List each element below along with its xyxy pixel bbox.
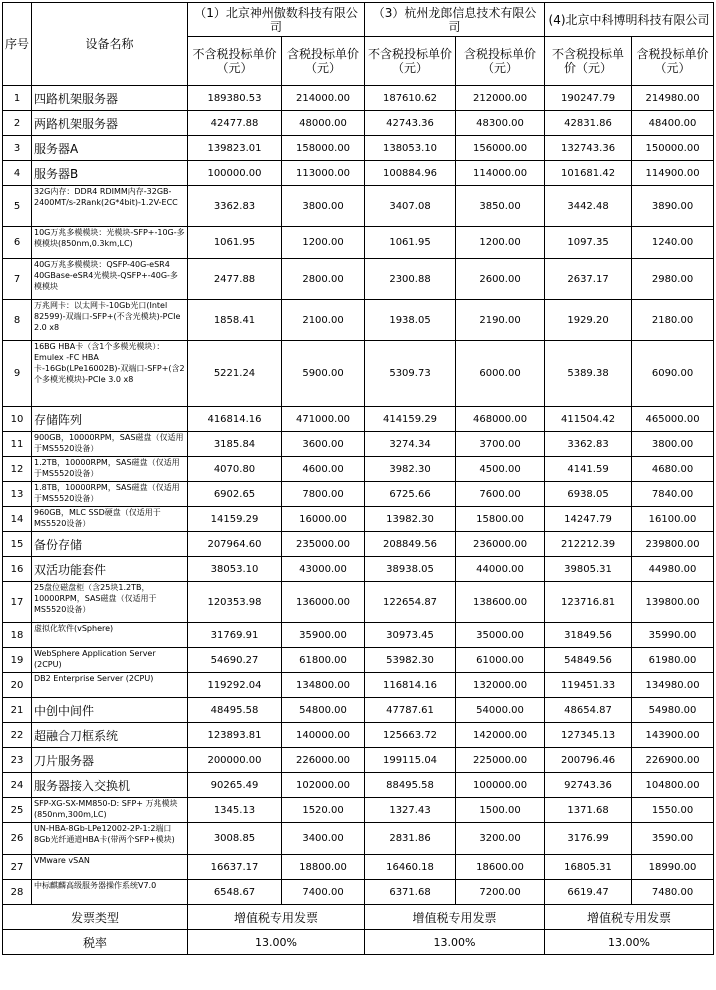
price-incl-tax: 465000.00	[632, 407, 714, 432]
price-incl-tax: 226000.00	[282, 748, 365, 773]
price-incl-tax: 16000.00	[282, 507, 365, 532]
price-incl-tax: 2100.00	[282, 300, 365, 341]
item-name: 40G万兆多模模块：QSFP-40G-eSR4 40GBase-eSR4光模块-QSFP+-40G-多模模块	[32, 259, 188, 300]
item-name: 32G内存：DDR4 RDIMM内存-32GB-2400MT/s-2Rank(2G*4bit)-1.2V-ECC	[32, 186, 188, 227]
row-index: 13	[3, 482, 32, 507]
price-excl-tax: 16805.31	[545, 855, 632, 880]
price-incl-tax: 150000.00	[632, 136, 714, 161]
item-name: 中创中间件	[32, 698, 188, 723]
price-excl-tax: 3176.99	[545, 823, 632, 855]
table-row	[3, 532, 714, 557]
price-incl-tax: 7480.00	[632, 880, 714, 905]
invoice-type-value: 增值税专用发票	[188, 905, 365, 930]
item-name: 10G万兆多模模块：光模块-SFP+-10G-多模模块(850nm,0.3km,LC)	[32, 227, 188, 259]
row-index: 9	[3, 341, 32, 407]
item-name: 刀片服务器	[32, 748, 188, 773]
price-incl-tax: 3800.00	[632, 432, 714, 457]
table-row	[3, 507, 714, 532]
price-excl-tax: 6619.47	[545, 880, 632, 905]
price-incl-tax: 43000.00	[282, 557, 365, 582]
row-index: 20	[3, 673, 32, 698]
table-row	[3, 773, 714, 798]
price-incl-tax: 35900.00	[282, 623, 365, 648]
price-incl-tax: 15800.00	[456, 507, 545, 532]
price-incl-tax: 44980.00	[632, 557, 714, 582]
company-1-header: （1）北京神州傲数科技有限公司	[188, 3, 365, 37]
price-excl-tax: 132743.36	[545, 136, 632, 161]
price-excl-tax: 54690.27	[188, 648, 282, 673]
price-excl-tax: 42743.36	[365, 111, 456, 136]
price-incl-tax: 2600.00	[456, 259, 545, 300]
table-row	[3, 111, 714, 136]
price-excl-tax: 101681.42	[545, 161, 632, 186]
row-index: 1	[3, 86, 32, 111]
row-index: 7	[3, 259, 32, 300]
price-incl-tax: 235000.00	[282, 532, 365, 557]
price-excl-tax: 199115.04	[365, 748, 456, 773]
price-excl-tax: 416814.16	[188, 407, 282, 432]
price-excl-tax: 6902.65	[188, 482, 282, 507]
price-incl-tax: 212000.00	[456, 86, 545, 111]
item-name: 1.2TB，10000RPM，SAS磁盘（仅适用于MS5520设备）	[32, 457, 188, 482]
price-excl-tax: 116814.16	[365, 673, 456, 698]
price-incl-tax: 35000.00	[456, 623, 545, 648]
price-excl-tax: 88495.58	[365, 773, 456, 798]
price-excl-tax: 119451.33	[545, 673, 632, 698]
price-excl-tax: 2477.88	[188, 259, 282, 300]
price-incl-tax: 100000.00	[456, 773, 545, 798]
price-excl-tax: 4141.59	[545, 457, 632, 482]
table-row	[3, 623, 714, 648]
row-index: 21	[3, 698, 32, 723]
price-incl-tax: 471000.00	[282, 407, 365, 432]
price-incl-tax: 48300.00	[456, 111, 545, 136]
price-incl-tax: 61000.00	[456, 648, 545, 673]
price-excl-tax: 208849.56	[365, 532, 456, 557]
row-index: 18	[3, 623, 32, 648]
row-index: 10	[3, 407, 32, 432]
row-index: 6	[3, 227, 32, 259]
price-excl-tax: 13982.30	[365, 507, 456, 532]
price-incl-tax: 4680.00	[632, 457, 714, 482]
price-incl-tax: 239800.00	[632, 532, 714, 557]
tax-rate-value: 13.00%	[188, 930, 365, 955]
price-excl-tax: 1061.95	[188, 227, 282, 259]
price-incl-tax: 142000.00	[456, 723, 545, 748]
price-excl-tax: 1345.13	[188, 798, 282, 823]
price-excl-tax: 6548.67	[188, 880, 282, 905]
price-excl-tax: 16460.18	[365, 855, 456, 880]
price-excl-tax: 1327.43	[365, 798, 456, 823]
price-incl-tax: 132000.00	[456, 673, 545, 698]
price-incl-tax: 225000.00	[456, 748, 545, 773]
price-incl-tax: 7400.00	[282, 880, 365, 905]
row-index: 5	[3, 186, 32, 227]
item-name: 服务器B	[32, 161, 188, 186]
price-incl-tax: 35990.00	[632, 623, 714, 648]
price-excl-tax: 138053.10	[365, 136, 456, 161]
price-excl-tax: 5221.24	[188, 341, 282, 407]
price-excl-tax: 38938.05	[365, 557, 456, 582]
table-row	[3, 457, 714, 482]
price-excl-tax: 123893.81	[188, 723, 282, 748]
table-row	[3, 300, 714, 341]
price-excl-tax: 411504.42	[545, 407, 632, 432]
row-index: 19	[3, 648, 32, 673]
price-excl-tax: 31849.56	[545, 623, 632, 648]
price-excl-tax: 16637.17	[188, 855, 282, 880]
price-incl-tax: 61980.00	[632, 648, 714, 673]
price-excl-tax: 92743.36	[545, 773, 632, 798]
table-row	[3, 136, 714, 161]
table-row	[3, 86, 714, 111]
price-excl-tax: 30973.45	[365, 623, 456, 648]
item-name: 960GB，MLC SSD硬盘（仅适用于MS5520设备）	[32, 507, 188, 532]
item-name: 超融合刀框系统	[32, 723, 188, 748]
price-incl-tax: 7600.00	[456, 482, 545, 507]
table-row	[3, 823, 714, 855]
row-index: 15	[3, 532, 32, 557]
price-excl-tax: 5309.73	[365, 341, 456, 407]
price-excl-tax: 100884.96	[365, 161, 456, 186]
price-excl-tax: 3185.84	[188, 432, 282, 457]
price-incl-tax: 3800.00	[282, 186, 365, 227]
table-row	[3, 880, 714, 905]
item-name: 25盘位磁盘柜（含25块1.2TB，10000RPM，SAS磁盘（仅适用于MS5520设备）	[32, 582, 188, 623]
price-incl-tax: 236000.00	[456, 532, 545, 557]
row-index: 22	[3, 723, 32, 748]
price-excl-tax: 125663.72	[365, 723, 456, 748]
price-excl-tax: 90265.49	[188, 773, 282, 798]
price-incl-tax: 7200.00	[456, 880, 545, 905]
price-excl-tax: 190247.79	[545, 86, 632, 111]
price-excl-tax: 53982.30	[365, 648, 456, 673]
price-incl-tax: 2180.00	[632, 300, 714, 341]
price-incl-tax: 226900.00	[632, 748, 714, 773]
invoice-type-value: 增值税专用发票	[545, 905, 714, 930]
item-name: 双活功能套件	[32, 557, 188, 582]
item-name: 四路机架服务器	[32, 86, 188, 111]
price-excl-tax: 1929.20	[545, 300, 632, 341]
invoice-type-label: 发票类型	[3, 905, 188, 930]
price-excl-tax: 3442.48	[545, 186, 632, 227]
table-row	[3, 227, 714, 259]
price-excl-tax: 3362.83	[188, 186, 282, 227]
tax-rate-value: 13.00%	[545, 930, 714, 955]
price-incl-tax: 1200.00	[282, 227, 365, 259]
table-row	[3, 798, 714, 823]
item-name: UN-HBA-8Gb-LPe12002-2P-1:2端口8Gb光纤通道HBA卡(带两个SFP+模块)	[32, 823, 188, 855]
table-row	[3, 648, 714, 673]
price-incl-tax: 4500.00	[456, 457, 545, 482]
price-incl-tax: 1200.00	[456, 227, 545, 259]
price-incl-tax: 104800.00	[632, 773, 714, 798]
price-incl-tax: 61800.00	[282, 648, 365, 673]
price-incl-tax: 158000.00	[282, 136, 365, 161]
price-excl-tax: 2637.17	[545, 259, 632, 300]
table-row	[3, 186, 714, 227]
price-excl-tax: 123716.81	[545, 582, 632, 623]
price-excl-tax: 200000.00	[188, 748, 282, 773]
item-name: DB2 Enterprise Server (2CPU)	[32, 673, 188, 698]
price-excl-tax: 2831.86	[365, 823, 456, 855]
price-excl-tax: 414159.29	[365, 407, 456, 432]
row-index: 26	[3, 823, 32, 855]
price-excl-tax: 6725.66	[365, 482, 456, 507]
price-incl-tax: 102000.00	[282, 773, 365, 798]
price-excl-tax: 14247.79	[545, 507, 632, 532]
price-excl-tax: 1938.05	[365, 300, 456, 341]
price-excl-tax: 3982.30	[365, 457, 456, 482]
row-index: 17	[3, 582, 32, 623]
price-incl-tax: 6000.00	[456, 341, 545, 407]
price-incl-tax: 6090.00	[632, 341, 714, 407]
invoice-type-value: 增值税专用发票	[365, 905, 545, 930]
price-excl-tax: 39805.31	[545, 557, 632, 582]
price-incl-tax: 48400.00	[632, 111, 714, 136]
table-row	[3, 161, 714, 186]
price-incl-tax: 134800.00	[282, 673, 365, 698]
item-name: 备份存储	[32, 532, 188, 557]
row-index: 4	[3, 161, 32, 186]
price-incl-tax: 4600.00	[282, 457, 365, 482]
price-incl-tax: 138600.00	[456, 582, 545, 623]
row-index: 11	[3, 432, 32, 457]
table-row	[3, 748, 714, 773]
price-excl-tax: 4070.80	[188, 457, 282, 482]
price-excl-tax: 47787.61	[365, 698, 456, 723]
price-incl-tax: 1550.00	[632, 798, 714, 823]
price-incl-tax: 7840.00	[632, 482, 714, 507]
price-incl-tax: 1500.00	[456, 798, 545, 823]
price-excl-tax: 1371.68	[545, 798, 632, 823]
price-incl-tax: 139800.00	[632, 582, 714, 623]
price-incl-tax: 3850.00	[456, 186, 545, 227]
row-index: 24	[3, 773, 32, 798]
price-excl-tax: 127345.13	[545, 723, 632, 748]
item-name: 服务器A	[32, 136, 188, 161]
price-incl-tax: 18990.00	[632, 855, 714, 880]
row-index: 8	[3, 300, 32, 341]
price-incl-tax: 3400.00	[282, 823, 365, 855]
row-index: 3	[3, 136, 32, 161]
table-row	[3, 723, 714, 748]
price-excl-tax: 207964.60	[188, 532, 282, 557]
item-name: 服务器接入交换机	[32, 773, 188, 798]
price-excl-tax: 1097.35	[545, 227, 632, 259]
price-excl-tax: 3008.85	[188, 823, 282, 855]
table-row	[3, 407, 714, 432]
price-incl-tax: 3890.00	[632, 186, 714, 227]
tax-rate-label: 税率	[3, 930, 188, 955]
row-index: 12	[3, 457, 32, 482]
price-incl-tax: 134980.00	[632, 673, 714, 698]
item-name: 1.8TB，10000RPM，SAS磁盘（仅适用于MS5520设备）	[32, 482, 188, 507]
price-incl-tax: 468000.00	[456, 407, 545, 432]
price-incl-tax: 214980.00	[632, 86, 714, 111]
price-incl-tax: 140000.00	[282, 723, 365, 748]
price-excl-tax: 100000.00	[188, 161, 282, 186]
price-excl-tax: 42477.88	[188, 111, 282, 136]
price-incl-tax: 3590.00	[632, 823, 714, 855]
item-name: 存储阵列	[32, 407, 188, 432]
price-incl-header: 含税投标单价（元）	[282, 37, 365, 86]
bid-price-table	[2, 2, 714, 955]
row-index: 23	[3, 748, 32, 773]
item-name: WebSphere Application Server (2CPU)	[32, 648, 188, 673]
row-index: 28	[3, 880, 32, 905]
price-excl-tax: 38053.10	[188, 557, 282, 582]
tax-rate-value: 13.00%	[365, 930, 545, 955]
price-excl-header: 不含税投标单价（元）	[188, 37, 282, 86]
row-index: 27	[3, 855, 32, 880]
item-name: 两路机架服务器	[32, 111, 188, 136]
price-incl-tax: 44000.00	[456, 557, 545, 582]
price-excl-header: 不含税投标单价（元）	[545, 37, 632, 86]
item-name: SFP-XG-SX-MM850-D: SFP+ 万兆模块(850nm,300m,LC)	[32, 798, 188, 823]
price-incl-tax: 114900.00	[632, 161, 714, 186]
price-excl-tax: 119292.04	[188, 673, 282, 698]
price-incl-tax: 156000.00	[456, 136, 545, 161]
row-index: 25	[3, 798, 32, 823]
table-row	[3, 432, 714, 457]
price-excl-tax: 3407.08	[365, 186, 456, 227]
price-excl-tax: 3362.83	[545, 432, 632, 457]
table-row	[3, 673, 714, 698]
col-index-header: 序号	[3, 3, 32, 86]
price-excl-tax: 6938.05	[545, 482, 632, 507]
table-row	[3, 341, 714, 407]
price-excl-tax: 187610.62	[365, 86, 456, 111]
price-incl-tax: 18600.00	[456, 855, 545, 880]
table-row	[3, 855, 714, 880]
price-incl-tax: 2800.00	[282, 259, 365, 300]
price-incl-tax: 3700.00	[456, 432, 545, 457]
price-incl-header: 含税投标单价（元）	[632, 37, 714, 86]
price-incl-tax: 54800.00	[282, 698, 365, 723]
price-excl-tax: 212212.39	[545, 532, 632, 557]
price-excl-tax: 1858.41	[188, 300, 282, 341]
price-excl-tax: 48495.58	[188, 698, 282, 723]
price-excl-tax: 120353.98	[188, 582, 282, 623]
price-incl-tax: 48000.00	[282, 111, 365, 136]
table-row	[3, 582, 714, 623]
item-name: 900GB，10000RPM，SAS磁盘（仅适用于MS5520设备）	[32, 432, 188, 457]
price-incl-header: 含税投标单价（元）	[456, 37, 545, 86]
col-name-header: 设备名称	[32, 3, 188, 86]
company-4-header: (4)北京中科博明科技有限公司	[545, 3, 714, 37]
price-incl-tax: 3200.00	[456, 823, 545, 855]
price-incl-tax: 136000.00	[282, 582, 365, 623]
item-name: 中标麒麟高级服务器操作系统V7.0	[32, 880, 188, 905]
item-name: 16BG HBA卡（含1个多模光模块）：Emulex -FC HBA卡-16Gb(LPe16002B)-双端口-SFP+(含2个多模光模块)-PCIe 3.0 x8	[32, 341, 188, 407]
table-row	[3, 482, 714, 507]
price-excl-tax: 200796.46	[545, 748, 632, 773]
price-excl-tax: 139823.01	[188, 136, 282, 161]
price-incl-tax: 214000.00	[282, 86, 365, 111]
table-row	[3, 557, 714, 582]
price-excl-tax: 48654.87	[545, 698, 632, 723]
price-incl-tax: 18800.00	[282, 855, 365, 880]
row-index: 14	[3, 507, 32, 532]
price-excl-tax: 1061.95	[365, 227, 456, 259]
item-name: 虚拟化软件(vSphere)	[32, 623, 188, 648]
price-excl-tax: 2300.88	[365, 259, 456, 300]
price-excl-tax: 122654.87	[365, 582, 456, 623]
price-excl-tax: 54849.56	[545, 648, 632, 673]
price-incl-tax: 2980.00	[632, 259, 714, 300]
price-excl-tax: 5389.38	[545, 341, 632, 407]
row-index: 16	[3, 557, 32, 582]
price-excl-tax: 42831.86	[545, 111, 632, 136]
price-incl-tax: 5900.00	[282, 341, 365, 407]
price-excl-header: 不含税投标单价（元）	[365, 37, 456, 86]
price-incl-tax: 114000.00	[456, 161, 545, 186]
price-incl-tax: 3600.00	[282, 432, 365, 457]
price-incl-tax: 54000.00	[456, 698, 545, 723]
price-excl-tax: 6371.68	[365, 880, 456, 905]
price-excl-tax: 3274.34	[365, 432, 456, 457]
price-incl-tax: 16100.00	[632, 507, 714, 532]
price-excl-tax: 189380.53	[188, 86, 282, 111]
table-row	[3, 259, 714, 300]
item-name: 万兆网卡：以太网卡-10Gb光口(Intel 82599)-双端口-SFP+(不含光模块)-PCIe 2.0 x8	[32, 300, 188, 341]
price-incl-tax: 54980.00	[632, 698, 714, 723]
company-3-header: （3）杭州龙郎信息技术有限公司	[365, 3, 545, 37]
item-name: VMware vSAN	[32, 855, 188, 880]
price-excl-tax: 14159.29	[188, 507, 282, 532]
table-row	[3, 698, 714, 723]
price-incl-tax: 1240.00	[632, 227, 714, 259]
price-incl-tax: 113000.00	[282, 161, 365, 186]
price-incl-tax: 143900.00	[632, 723, 714, 748]
price-incl-tax: 7800.00	[282, 482, 365, 507]
price-excl-tax: 31769.91	[188, 623, 282, 648]
price-incl-tax: 2190.00	[456, 300, 545, 341]
price-incl-tax: 1520.00	[282, 798, 365, 823]
row-index: 2	[3, 111, 32, 136]
